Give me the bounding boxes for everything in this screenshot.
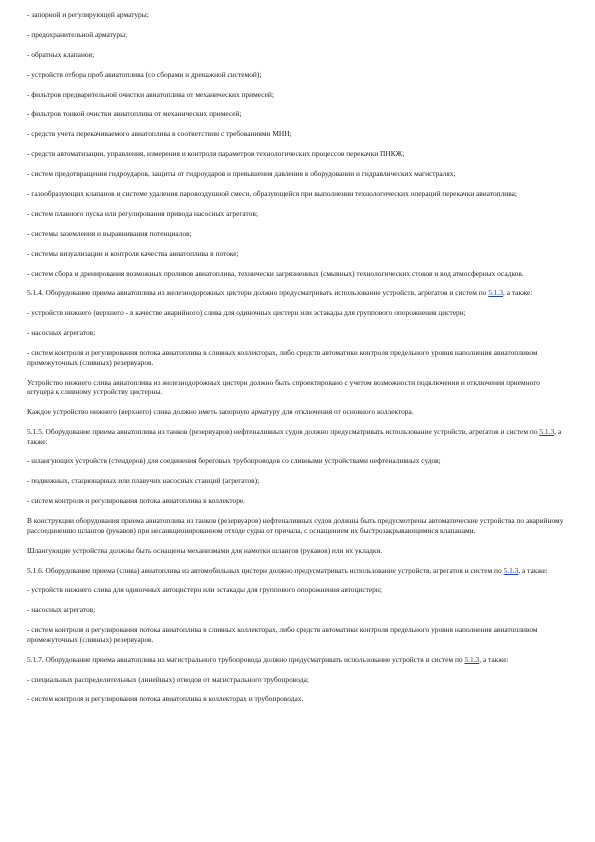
- clause-reference-link[interactable]: 5.1.3: [488, 288, 504, 298]
- document-body: [27, 10, 567, 704]
- list-item: - системы заземления и выравнивания потенциалов;: [27, 228, 192, 238]
- clause-reference-link[interactable]: 5.1.3: [464, 654, 480, 664]
- clause-5-1-7: [27, 655, 567, 665]
- list-item: - устройств нижнего слива для одиночных автоцистерн или эстакады для группового опорожнения автоцистерн;: [27, 585, 382, 595]
- list-item: - систем сбора и дренирования возможных проливов авиатоплива, технически загрязненных (смывных) технологических стоков и вод атмосферных осадков.: [27, 268, 524, 278]
- list-item: - систем контроля и регулирования потока авиатоплива в сливных коллекторах, либо средств автоматики контроля предельного уровня наполнения авиатопливом промежуточных (сливных) резервуаров.: [27, 348, 538, 367]
- list-item: - систем контроля и регулирования потока авиатоплива в коллекторах и трубопроводах.: [27, 694, 304, 704]
- clause-text: , а также:: [503, 288, 533, 298]
- list-item: - систем предотвращения гидроударов, защиты от гидроударов и превышения давления в оборудовании и гидравлических магистралях;: [27, 169, 456, 179]
- list-item: - обратных клапанов;: [27, 49, 95, 59]
- clause-5-1-4: [27, 288, 567, 298]
- clause-text: , а также:: [27, 427, 562, 446]
- clause-text: 5.1.5. Оборудование приема авиатоплива из танков (резервуаров) нефтеналивных судов должно предусматривать использование устройств, агрегатов и систем по: [27, 427, 540, 436]
- list-item: - газообразующих клапанов и системе удаления паровоздушной смеси, образующейся при выполнении технологических операций перекачки авиатоплива;: [27, 189, 517, 199]
- clause-text: , а также:: [479, 654, 509, 664]
- list-item: - предохранительной арматуры;: [27, 29, 128, 39]
- list-item: - насосных агрегатов;: [27, 328, 96, 338]
- list-item: - систем плавного пуска или регулирования привода насосных агрегатов;: [27, 208, 258, 218]
- list-item: - шлангующих устройств (стендеров) для соединения береговых трубопроводов со сливными устройствами нефтеналивных судов;: [27, 456, 441, 466]
- clause-5-1-5: [27, 427, 567, 446]
- clause-reference-link[interactable]: 5.1.3: [503, 565, 519, 575]
- paragraph: Устройство нижнего слива авиатоплива из железнодорожных цистерн должно быть спроектировано с учетом возможности подключения и отключения приемного штуцера к сливному устройству цистерны.: [27, 377, 540, 397]
- list-item: - насосных агрегатов;: [27, 605, 96, 615]
- list-item: - устройств отбора проб авиатоплива (со сборами и дренажной системой);: [27, 69, 262, 79]
- list-item: - средств автоматизации, управления, измерения и контроля параметров технологических процессов перекачки ПНКЖ;: [27, 149, 405, 159]
- clause-5-1-6: [27, 566, 567, 576]
- clause-text: 5.1.4. Оборудование приема авиатоплива из железнодорожных цистерн должно предусматривать использование устройств, агрегатов и систем по: [27, 288, 489, 298]
- paragraph: Каждое устройство нижнего (верхнего) слива должно иметь запорную арматуру для отключения от основного коллектора.: [27, 407, 414, 417]
- list-item: - системы визуализации и контроля качества авиатоплива в потоке;: [27, 248, 239, 258]
- clause-text: 5.1.7. Оборудование приема авиатоплива из магистрального трубопровода должно предусматривать использование устройств и систем по: [27, 654, 465, 664]
- list-item: - систем контроля и регулирования потока авиатоплива в коллекторе.: [27, 496, 246, 506]
- list-item: - систем контроля и регулирования потока авиатоплива в сливных коллекторах, либо средств автоматики контроля предельного уровня наполнения авиатопливом промежуточных (сливных) резервуаров.: [27, 625, 538, 644]
- list-item: - подвижных, стационарных или плавучих насосных станций (агрегатов);: [27, 476, 260, 486]
- paragraph: В конструкции оборудования приема авиатоплива из танков (резервуаров) нефтеналивных судов должны быть предусмотрены автоматические устройства по аварийному рассоединению шлангов (рукавов) при несанкционированном отходе судна от причала, с оснащением их быстрозакрывающимися клапанами.: [27, 516, 564, 535]
- list-item: - средств учета перекачиваемого авиатоплива в соответствии с требованиями МНН;: [27, 129, 292, 139]
- list-item: - запорной и регулирующей арматуры;: [27, 10, 149, 19]
- list-item: - устройств нижнего (верхнего - в качестве аварийного) слива для одиночных цистерн или эстакады для группового опорожнения цистерн;: [27, 308, 466, 318]
- clause-reference-link[interactable]: 5.1.3: [539, 427, 555, 436]
- list-item: - фильтров тонкой очистки авиатоплива от механических примесей;: [27, 109, 242, 119]
- list-item: - специальных распределительных (линейных) отводов от магистрального трубопровода;: [27, 674, 309, 684]
- clause-text: 5.1.6. Оборудование приема (слива) авиатоплива из автомобильных цистерн должно предусматривать использование устройств, агрегатов и систем по: [27, 565, 504, 575]
- list-item: - фильтров предварительной очистки авиатоплива от механических примесей;: [27, 89, 274, 99]
- paragraph: Шлангующие устройства должны быть оснащены механизмами для намотки шлангов (рукавов) или их укладки.: [27, 545, 383, 555]
- clause-text: , а также:: [518, 565, 548, 575]
